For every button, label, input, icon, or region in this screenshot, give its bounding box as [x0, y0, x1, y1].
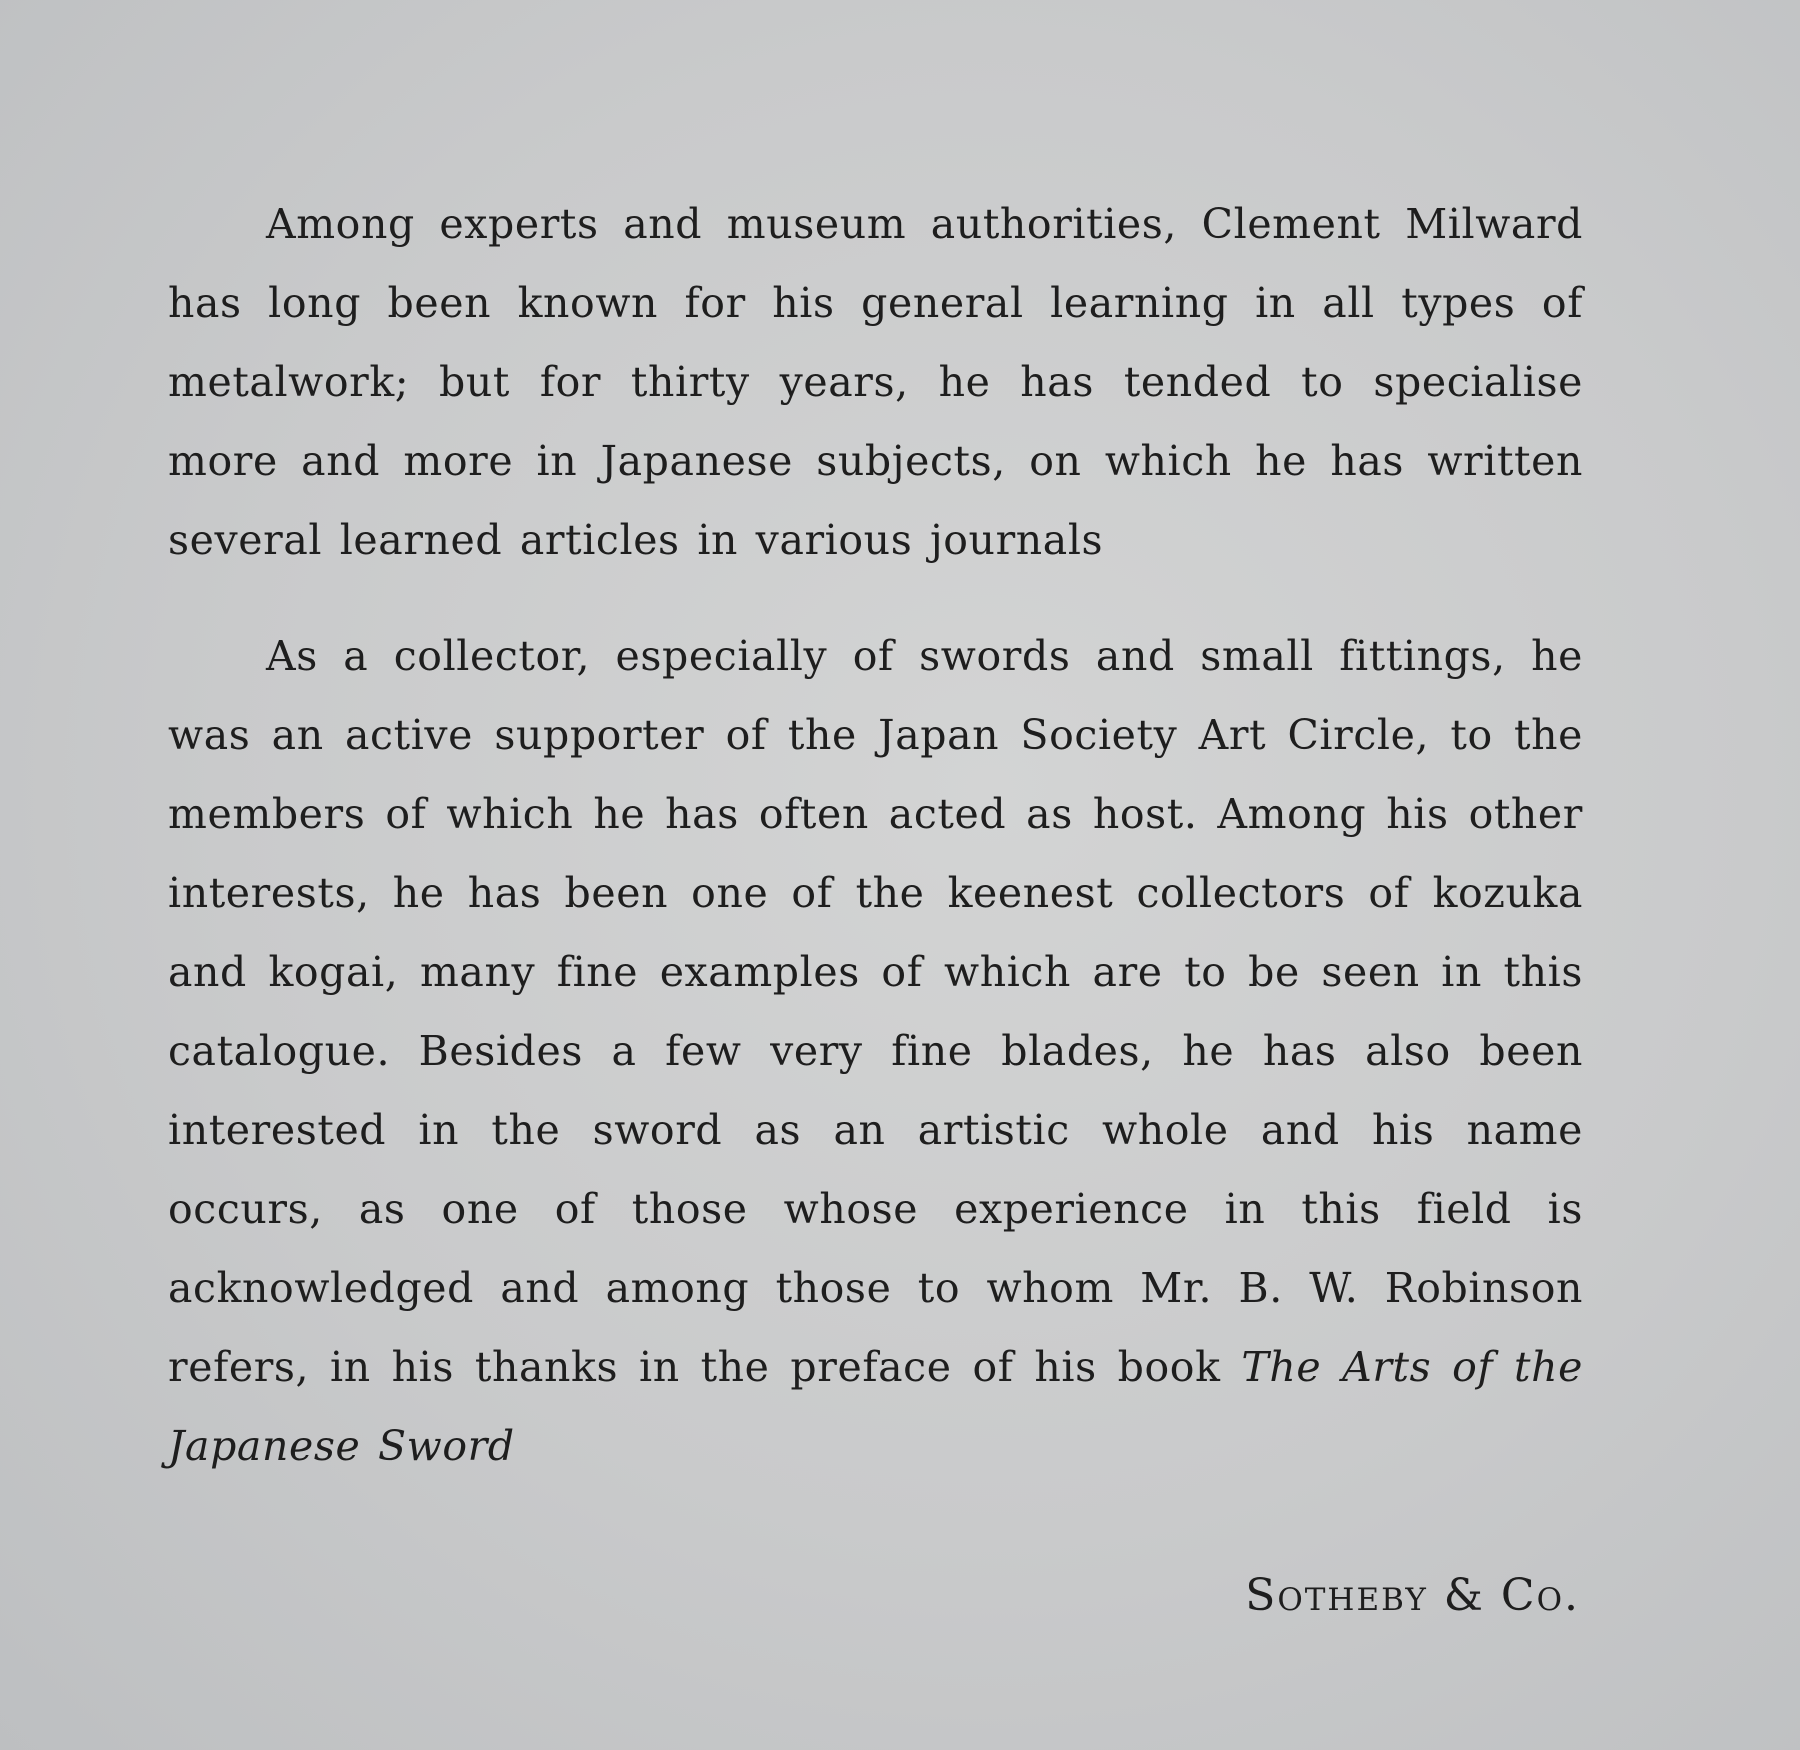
paragraph-2	[168, 617, 1583, 1486]
paragraph-1: Among experts and museum authorities, Clement Milward has long been known for his general learning in all types of metalwork; but for thirty years, he has tended to specialise more and more in Japanese subjects, on which he has written several learned articles in various journals	[168, 200, 1583, 564]
body-text	[168, 185, 1583, 1486]
paragraph-2-text: As a collector, especially of swords and small fittings, he was an active supporter of the Japan Society Art Circle, to the members of which he has often acted as host. Among his other interests, he has been one of the keenest collectors of kozuka and kogai, many fine examples of which are to be seen in this catalogue. Besides a few very fine blades, he has also been interested in the sword as an artistic whole and his name occurs, as one of those whose experience in this field is acknowledged and among those to whom Mr. B. W. Robinson refers, in his thanks in the preface of his book	[168, 632, 1583, 1391]
book-title: The Arts of the Japanese Sword	[168, 1343, 1584, 1470]
signature: Sotheby & Co.	[1245, 1570, 1580, 1621]
